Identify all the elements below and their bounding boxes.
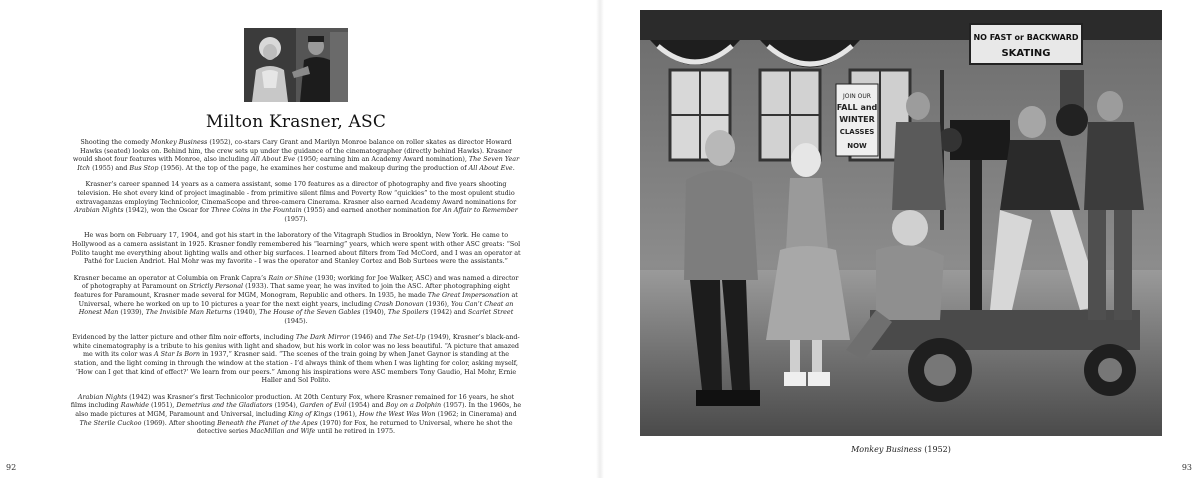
italic-title: Beneath the Planet of the Apes (217, 418, 318, 427)
inset-photo (244, 28, 348, 102)
italic-title: Scarlet Street (467, 308, 514, 317)
poster-text-4: CLASSES (839, 128, 875, 136)
italic-title: Monkey Business (150, 138, 208, 146)
banner-text-1: NO FAST or BACKWARD (973, 33, 1079, 42)
italic-title: Demetrius and the Gladiators (176, 401, 273, 410)
text-run: (1954) and (346, 401, 386, 410)
text-run: (1942) and (428, 308, 468, 317)
italic-title: The House of the Seven Gables (259, 308, 361, 317)
text-run: (1942) was Krasner’s first Technicolor production. At 20th Century Fox, where Krasner remained for 16 years, he shot films including (70, 392, 515, 410)
text-run: (1942), won the Oscar for (123, 206, 212, 215)
body-paragraph (70, 333, 522, 385)
main-photo (640, 10, 1162, 436)
italic-title: A Star Is Born (154, 350, 201, 359)
italic-title: Boy on a Dolphin (385, 401, 442, 410)
italic-title: Rawhide (120, 401, 150, 410)
text-run: (1951), (149, 401, 177, 410)
italic-title: Garden of Evil (299, 401, 347, 410)
text-run: (1939), (118, 308, 146, 317)
text-run: (1969). After shooting (141, 418, 218, 427)
italic-title: All About Eve (251, 155, 296, 164)
italic-title: An Affair to Remember (443, 206, 518, 215)
text-run: Krasner’s career spanned 14 years as a camera assistant, some 170 features as a director of photography and five years shooting television. He shot every kind of project imaginable - from primitive silent films and Poverty Row “quickies” to the most opulent studio extravaganzas employing Technicolor, CinemaScope and three-camera Cinerama. Krasner also earned Academy Award nominations for (75, 180, 517, 206)
italic-title: The Great Impersonation (427, 290, 510, 299)
text-run: Krasner became an operator at Columbia on Frank Capra’s (73, 273, 269, 282)
text-run: Evidenced by the latter picture and other film noir efforts, including (72, 333, 296, 342)
text-run: (1956). At the top of the page, he examines her costume and makeup during the production of (158, 163, 469, 172)
italic-title: Rain or Shine (268, 273, 313, 282)
left-page (0, 0, 598, 478)
italic-title: Bus Stop (129, 163, 159, 172)
text-run: (1957). (284, 214, 308, 223)
photo-caption (640, 445, 1162, 454)
italic-title: The Seven Year Itch (77, 155, 520, 172)
text-run: (1961), (331, 410, 360, 419)
text-run: (1970) for Fox, he returned to Universal, where he shot the detective series (196, 418, 513, 436)
text-run: (1952), co-stars Cary Grant and Marilyn Monroe balance on roller skates as director Howard Hawks (seated) looks on. Behind him, the crew sets up under the guidance of the cinematographer (directly behind Hawks). Krasner would shoot four features with Monroe, also including (72, 138, 512, 164)
body-paragraph (70, 180, 522, 223)
text-run: (1954), (272, 401, 300, 410)
text-run: until he retired in 1975. (315, 427, 396, 436)
page-title: Milton Krasner, ASC (205, 112, 387, 132)
italic-title: The Invisible Man Returns (145, 308, 232, 317)
poster-text-3: WINTER (839, 115, 875, 124)
body-paragraph (70, 231, 522, 265)
poster-text-1: JOIN OUR (843, 93, 871, 100)
text-run: . (512, 163, 515, 172)
text-run: (1945). (284, 316, 308, 325)
text-run: (1946) and (349, 333, 389, 342)
text-run: (1930; working for Joe Walker, ASC) and was named a director of photography at Paramount on (81, 273, 519, 291)
right-page (602, 0, 1200, 478)
banner-text-2: SKATING (1001, 48, 1051, 59)
caption-year: (1952) (924, 445, 951, 454)
text-run: (1950; earning him an Academy Award nomination), (295, 155, 469, 164)
italic-title: The Spoilers (387, 308, 429, 317)
text-run: (1933). That same year, he was invited to join the ASC. After photographing eight features for Paramount, Krasner made several for MGM, Monogram, Republic and others. In 1935, he made (74, 282, 511, 299)
text-run: in 1937,” Krasner said. “The scenes of the train going by when Janet Gaynor is standing at the station, and the light coming in through the window at the station - I’d always think of them when I was lighting for color, asking myself, ‘How can I get that kind of effect?’ We learn from our peers.” Among his inspirations were ASC members Tony Gaudio, Hal Mohr, Ernie Haller and Sol Polito. (74, 350, 518, 385)
text-run: (1955) and earned another nomination for (301, 206, 444, 215)
italic-title: All About Eve (468, 163, 513, 172)
text-run: (1962; in Cinerama) and (435, 410, 517, 419)
text-run: (1955) and (90, 163, 130, 172)
page-number-left: 92 (6, 463, 17, 472)
italic-title: Strictly Personal (189, 282, 244, 291)
text-run: (1940), (360, 308, 388, 317)
italic-title: Three Coins in the Fountain (211, 206, 302, 215)
caption-title: Monkey Business (851, 445, 922, 454)
poster-text-2: FALL and (836, 103, 878, 112)
text-run: (1949), Krasner’s black-and-white cinematography is a tribute to his genius with light and shadow, but his work in color was no less beautiful. “A picture that amazed me with its color was (72, 333, 520, 359)
text-run: Shooting the comedy (80, 138, 151, 146)
body-paragraph (70, 393, 522, 436)
text-run: at Universal, where he worked on up to 10 pictures a year for the next eight years, including (78, 290, 518, 308)
italic-title: Arabian Nights (77, 392, 128, 401)
italic-title: King of Kings (288, 410, 332, 419)
italic-title: Crash Donovan (374, 299, 424, 308)
italic-title: MacMillan and Wife (250, 427, 316, 436)
text-run: (1936), (423, 299, 452, 308)
text-run: He was born on February 17, 1904, and got his start in the laboratory of the Vitagraph Studios in Brooklyn, New York. He came to Hollywood as a camera assistant in 1925. Krasner fondly remembered his “learning” years, which were spent with other ASC greats: “Sol Polito taught me everything about lighting walls and other big surfaces. I learned about filters from Ted McCord, and I was an operator at Pathé for Lucien Andriot. Hal Mohr was my favorite - I was the operator and Stanley Cortez and Bob Surtees were the assistants.” (71, 231, 521, 266)
poster-text-5: NOW (847, 142, 867, 150)
italic-title: How the West Was Won (359, 410, 436, 419)
italic-title: Arabian Nights (74, 206, 124, 215)
body-paragraph (70, 138, 522, 172)
page-number-right: 93 (1181, 463, 1192, 472)
italic-title: The Dark Mirror (295, 333, 350, 342)
body-paragraph (70, 274, 522, 326)
article-body (70, 138, 522, 444)
italic-title: You Can’t Cheat an Honest Man (78, 299, 514, 317)
italic-title: The Sterile Cuckoo (79, 418, 142, 427)
italic-title: The Set-Up (388, 333, 426, 342)
text-run: (1957). In the 1960s, he also made pictures at MGM, Paramount and Universal, including (75, 401, 522, 419)
text-run: (1940), (231, 308, 260, 317)
